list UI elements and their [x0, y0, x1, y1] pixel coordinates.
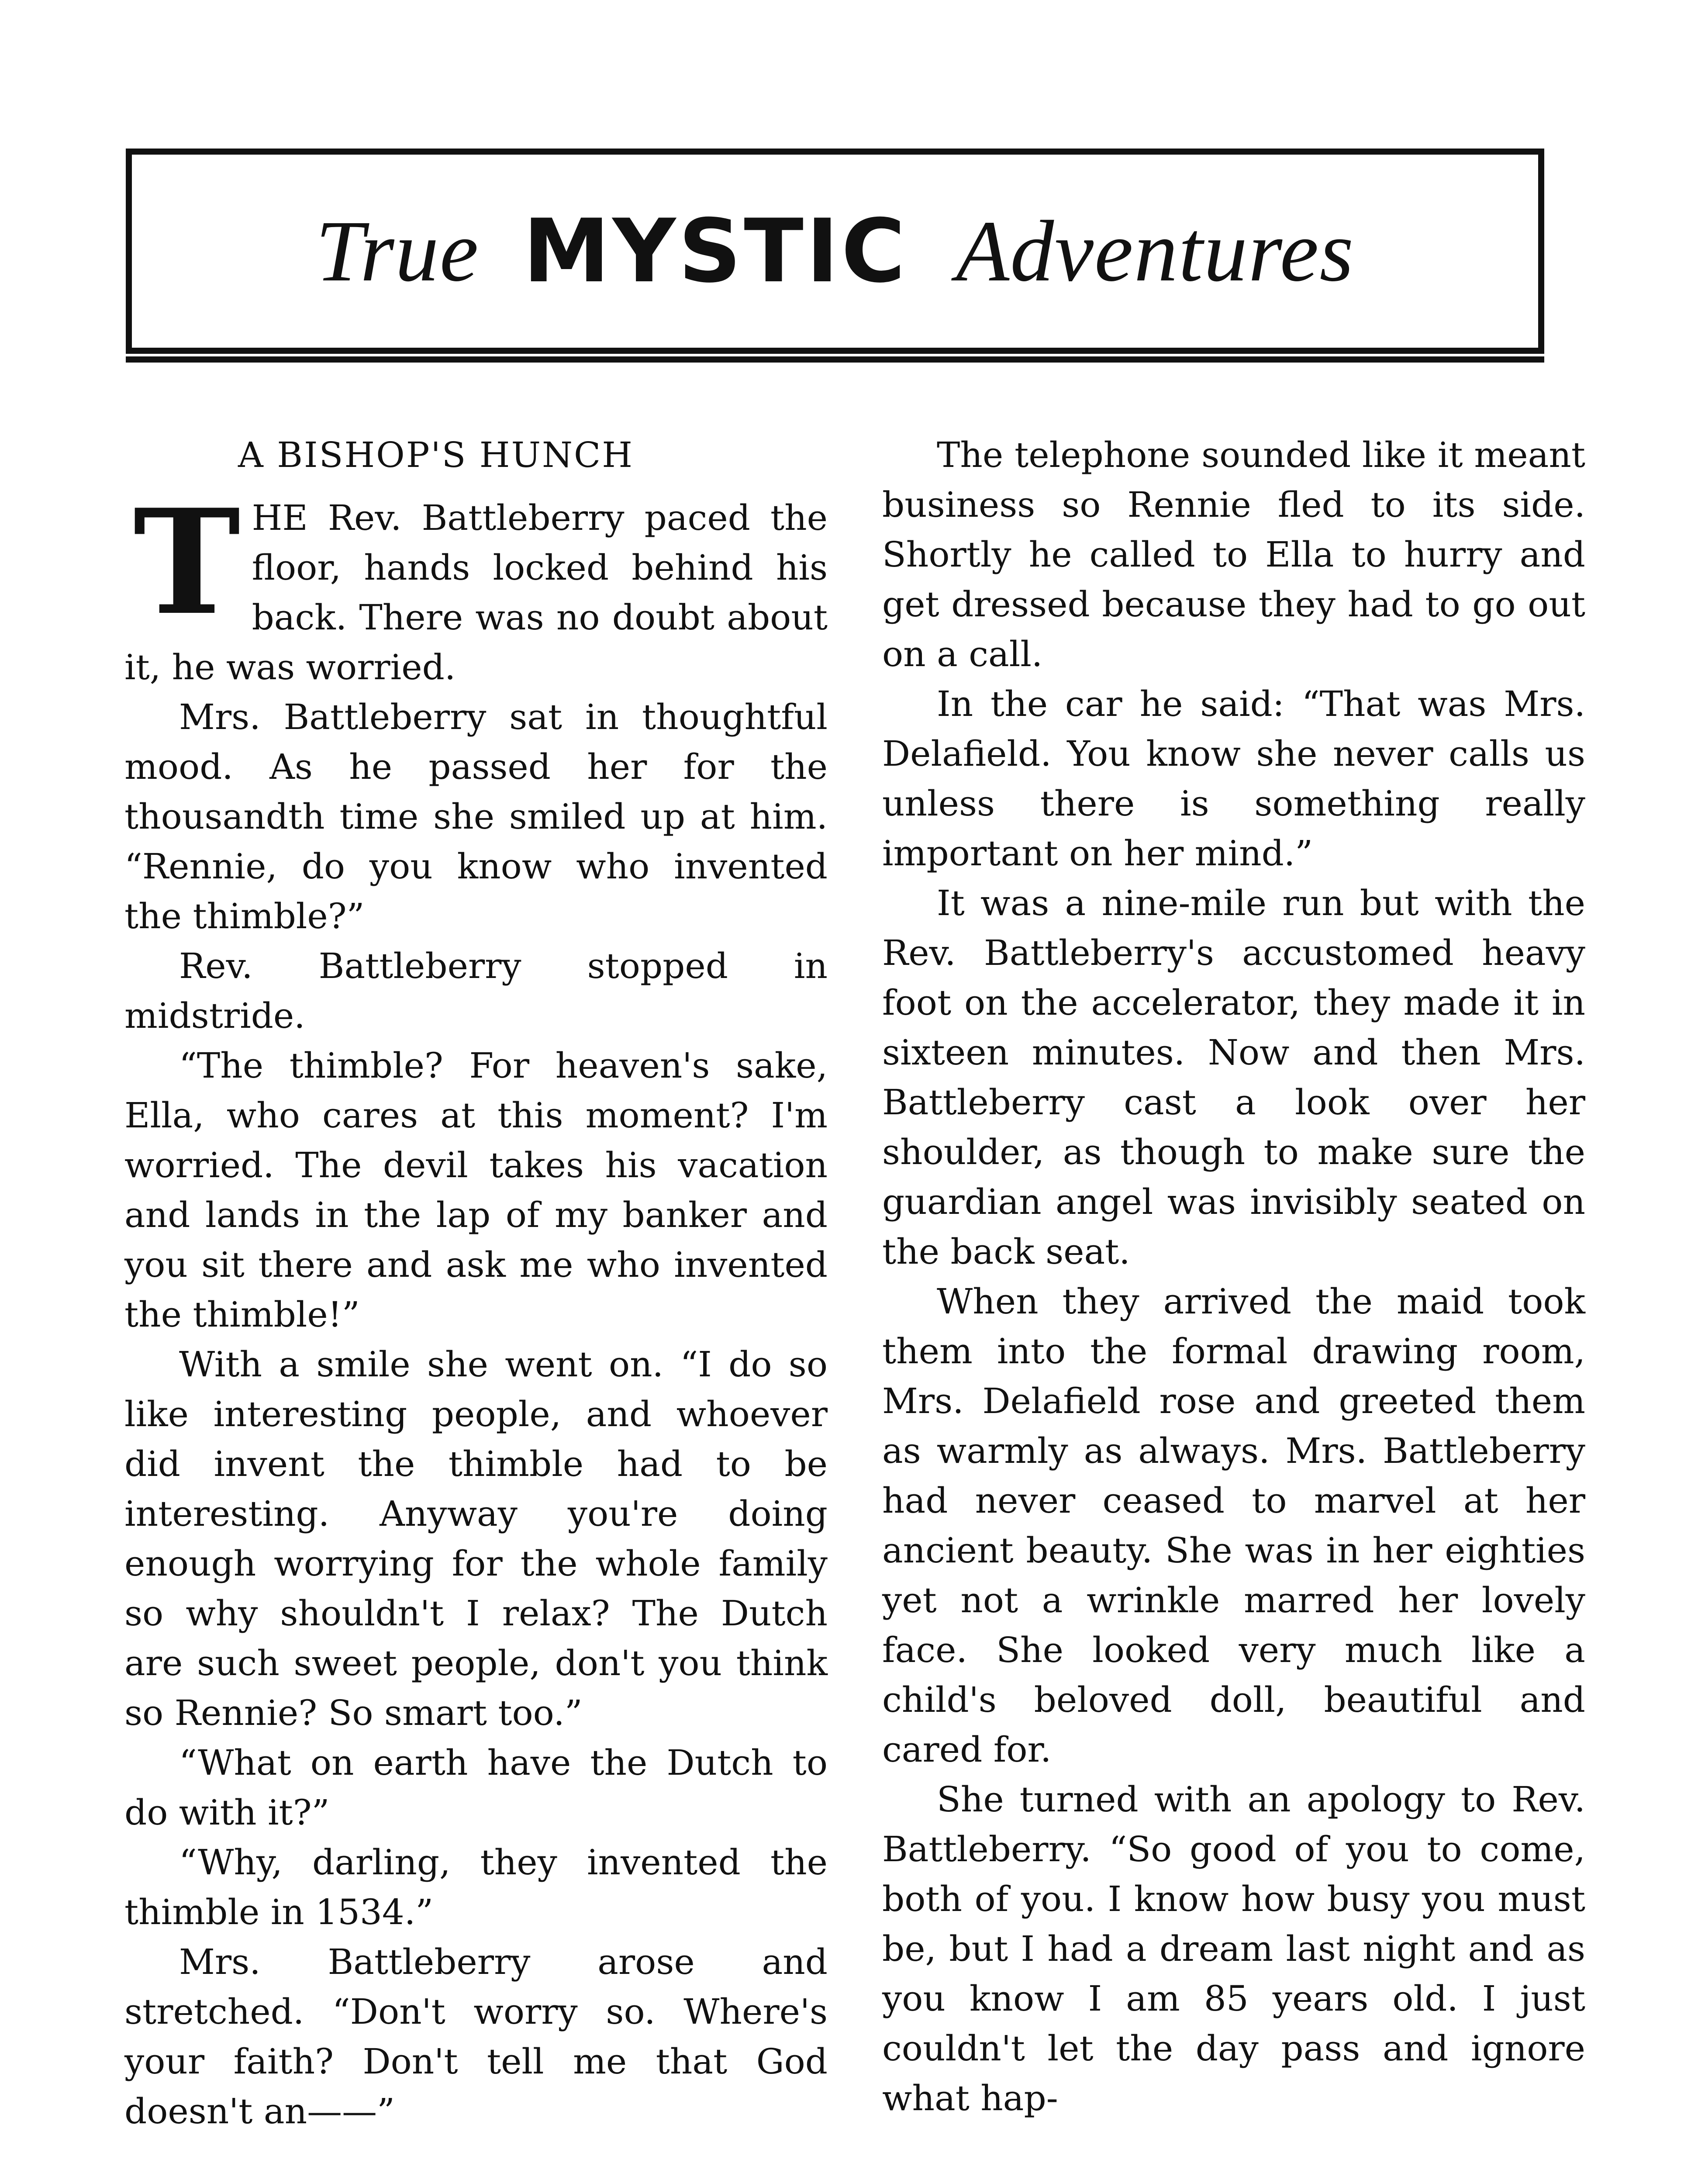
paragraph — [124, 477, 828, 692]
paragraph: When they arrived the maid took them into the formal drawing room, Mrs. Delafield rose and greeted them as warmly as always. Mrs. Battleberry had never ceased to marvel at her ancient beauty. She was in her eighties yet not a wrinkle marred her lovely face. She looked very much like a child's beloved doll, beautiful and cared for. — [882, 1281, 1585, 1770]
story-title: A BISHOP'S HUNCH — [238, 435, 634, 475]
paragraph-text: HE Rev. Battleberry paced the floor, hands locked behind his back. There was no doubt about it, he was worried. — [124, 498, 828, 688]
header-title-true: True — [315, 203, 480, 300]
paragraph: In the car he said: “That was Mrs. Delafield. You know she never calls us unless there is something really important on her mind.” — [882, 684, 1585, 874]
drop-cap: T — [133, 477, 241, 647]
right-column — [882, 430, 1585, 2123]
header-title-mystic: MYSTIC — [523, 200, 908, 302]
paragraph: Mrs. Battleberry sat in thoughtful mood. As he passed her for the thousandth time she smiled up at him. “Rennie, do you know who invented the thimble?” — [124, 697, 828, 936]
header-title-box — [126, 149, 1544, 354]
paragraph: It was a nine-mile run but with the Rev. Battleberry's accustomed heavy foot on the accelerator, they made it in sixteen minutes. Now and then Mrs. Battleberry cast a look over her shoulder, as though to make sure the guardian angel was invisibly seated on the back seat. — [882, 883, 1585, 1272]
header-title-adventures: Adventures — [956, 203, 1355, 300]
paragraph: She turned with an apology to Rev. Battleberry. “So good of you to come, both of you. I know how busy you must be, but I had a dream last night and as you know I am 85 years old. I just couldn't let the day pass and ignore what hap- — [882, 1779, 1585, 2118]
paragraph: “Why, darling, they invented the thimble in 1534.” — [124, 1842, 828, 1932]
paragraph: “The thimble? For heaven's sake, Ella, who cares at this moment? I'm worried. The devil takes his vacation and lands in the lap of my banker and you sit there and ask me who invented the thimble!” — [124, 1045, 828, 1335]
paragraph: Mrs. Battleberry arose and stretched. “Don't worry so. Where's your faith? Don't tell me that God doesn't an——” — [124, 1942, 828, 2132]
paragraph: “What on earth have the Dutch to do with it?” — [124, 1742, 828, 1833]
paragraph: With a smile she went on. “I do so like interesting people, and whoever did invent the thimble had to be interesting. Anyway you're doing enough worrying for the whole family so why shouldn't I relax? The Dutch are such sweet people, don't you think so Rennie? So smart too.” — [124, 1344, 828, 1733]
left-column — [124, 430, 828, 2136]
paragraph: The telephone sounded like it meant business so Rennie fled to its side. Shortly he called to Ella to hurry and get dressed because they had to go out on a call. — [882, 435, 1585, 674]
paragraph: Rev. Battleberry stopped in midstride. — [124, 946, 828, 1036]
